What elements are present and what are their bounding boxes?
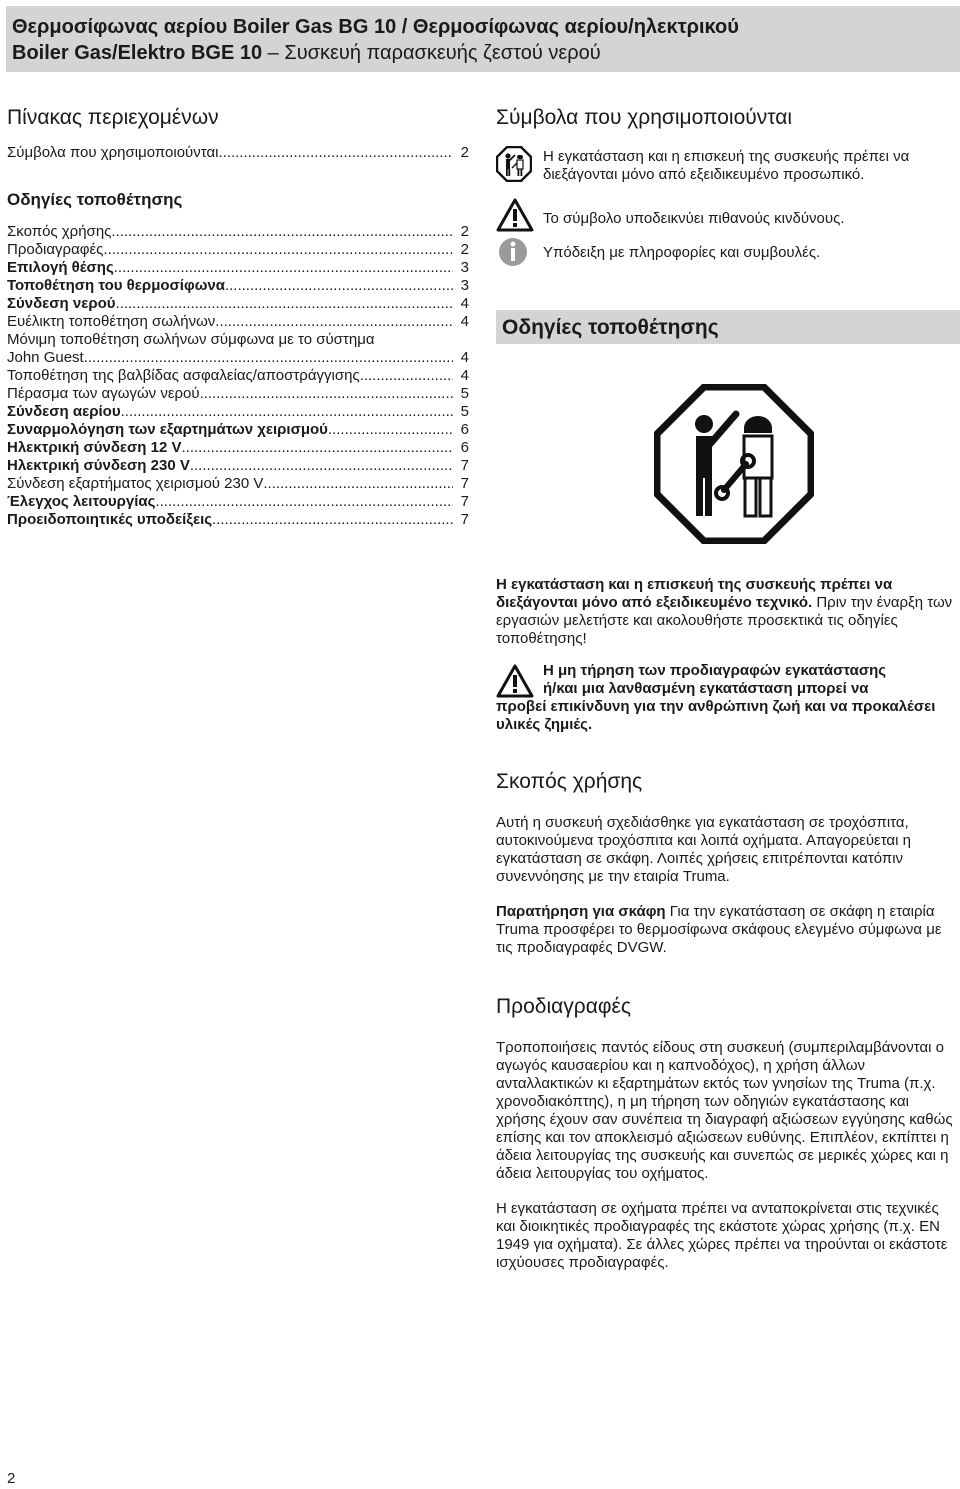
specs-paragraph-1: Τροποποιήσεις παντός είδους στη συσκευή (συμπεριλαμβάνονται ο αγωγός καυσαερίου και η καπνοδόχος), η χρήση άλλων ανταλλακτικών κι εξαρτημάτων εκτός των γνησίων της Truma (π.χ. χρονοδιακόπτης), η μη τήρηση των οδηγιών εγκατάστασης και χρήσης έχουν σαν συνέπεια τη διαγραφή αξιώσεων εγγύησης καθώς επίσης και τον αποκλεισμό αξιώσεων ευθύνης. Επιπλέον, εκπίπτει η άδεια λειτουργίας της συσκευής και συνεπώς σε μερικές χώρες και η άδεια λειτουργίας του οχήματος. <box>496 1039 953 1182</box>
toc-entry-text: Σύνδεση αερίου <box>7 403 121 420</box>
toc-entry[interactable] <box>7 403 469 421</box>
toc-list <box>7 367 477 529</box>
specs-paragraph-2: Η εγκατάσταση σε οχήματα πρέπει να ανταποκρίνεται στις τεχνικές και διοικητικές προδιαγραφές της εκάστοτε χώρας χρήσης (π.χ. EN 1949 για οχήματα). Σε άλλες χώρες πρέπει να τηρούνται οι εκάστοτε ισχύουσες προδιαγραφές. <box>496 1200 948 1271</box>
toc-entry[interactable] <box>7 313 469 331</box>
toc-entry-page: 6 <box>460 421 469 438</box>
purpose-title: Σκοπός χρήσης <box>496 770 643 793</box>
install-expert-paragraph <box>496 576 958 648</box>
symbol-info-row <box>496 234 960 270</box>
toc-entry[interactable] <box>7 439 469 457</box>
document-header <box>6 6 960 72</box>
toc-entry[interactable] <box>7 493 469 511</box>
install-warning-block <box>496 662 960 734</box>
toc-install-heading: Οδηγίες τοποθέτησης <box>7 190 183 209</box>
toc-entry-text: Ηλεκτρική σύνδεση 230 V <box>7 457 190 474</box>
toc-entry[interactable] <box>7 421 469 439</box>
header-subtitle: – Συσκευή παρασκευής ζεστού νερού <box>262 42 601 64</box>
install-warning-rest: προβεί επικίνδυνη για την ανθρώπινη ζωή και να προκαλέσει υλικές ζημιές. <box>496 698 936 733</box>
toc-entry[interactable] <box>7 295 469 313</box>
toc-entry[interactable] <box>7 367 469 385</box>
toc-entry[interactable] <box>7 511 469 529</box>
toc-entry-page: 4 <box>460 313 469 330</box>
toc-entry-text: John Guest <box>7 349 84 366</box>
purpose-boat-note-label: Παρατήρηση για σκάφη <box>496 903 666 920</box>
toc-entry-text: Σύνδεση νερού <box>7 295 116 312</box>
toc-entry-text: Σύμβολα που χρησιμοποιούνται <box>7 144 219 161</box>
toc-entry-page: 2 <box>460 144 469 161</box>
header-line-2 <box>12 40 948 66</box>
purpose-paragraph-2 <box>496 903 958 957</box>
toc-entry-text: Τοποθέτηση του θερμοσίφωνα <box>7 277 225 294</box>
toc-entry-page: 2 <box>460 223 469 240</box>
symbol-expert-text: Η εγκατάσταση και η επισκευή της συσκευής πρέπει να διεξάγονται μόνο από εξειδικευμένο προσωπικό. <box>543 148 910 183</box>
symbol-expert-row <box>496 146 960 184</box>
toc-entry[interactable] <box>7 475 469 493</box>
header-product-name: Boiler Gas/Elektro BGE 10 <box>12 42 263 64</box>
toc-entry[interactable] <box>7 331 469 349</box>
toc-entry-page: 7 <box>460 511 469 528</box>
toc-entry-page: 4 <box>460 349 469 366</box>
toc-entry-page: 7 <box>460 457 469 474</box>
toc-entry-page: 4 <box>460 295 469 312</box>
toc-entry-text: Προειδοποιητικές υποδείξεις <box>7 511 213 528</box>
toc-entry-page: 4 <box>460 367 469 384</box>
toc-entry-page: 7 <box>460 493 469 510</box>
install-warning-line-2: ή/και μια λανθασμένη εγκατάσταση μπορεί να <box>543 680 869 697</box>
toc-entry[interactable] <box>7 223 469 241</box>
toc-entry-text: Τοποθέτηση της βαλβίδας ασφαλείας/αποστράγγισης <box>7 367 360 384</box>
toc-entry-page: 3 <box>460 259 469 276</box>
install-section-bar: Οδηγίες τοποθέτησης <box>496 310 960 344</box>
toc-title: Πίνακας περιεχομένων <box>7 106 219 129</box>
page-number: 2 <box>7 1470 16 1487</box>
toc-entry-page: 2 <box>460 241 469 258</box>
toc-entry-text: Προδιαγραφές <box>7 241 104 258</box>
toc-entry[interactable] <box>7 349 469 367</box>
toc-list <box>7 223 477 331</box>
toc-entry-page: 6 <box>460 439 469 456</box>
toc-entry-page: 3 <box>460 277 469 294</box>
warning-triangle-icon <box>496 198 536 234</box>
toc-entry-text: Επιλογή θέσης <box>7 259 114 276</box>
symbol-info-text: Υπόδειξη με πληροφορίες και συμβουλές. <box>543 244 821 261</box>
symbol-danger-row <box>496 198 960 234</box>
toc-entry[interactable] <box>7 385 469 403</box>
symbol-danger-text: Το σύμβολο υποδεικνύει πιθανούς κινδύνους. <box>543 210 845 227</box>
install-expert-rest: Πριν την έναρξη των εργασιών μελετήστε και ακολουθήστε προσεκτικά τις οδηγίες τοποθέτησης! <box>496 594 953 647</box>
toc-entry[interactable] <box>7 457 469 475</box>
toc-entry-page: 5 <box>460 385 469 402</box>
info-icon <box>496 234 536 270</box>
expert-technician-icon <box>496 146 536 182</box>
toc-entry-text: Ηλεκτρική σύνδεση 12 V <box>7 439 182 456</box>
install-warning-line-1: Η μη τήρηση των προδιαγραφών εγκατάστασης <box>543 662 887 679</box>
toc-entry[interactable] <box>7 144 469 162</box>
toc-entry-text: Μόνιμη τοποθέτηση σωλήνων σύμφωνα με το σύστημα <box>7 331 375 348</box>
specs-title: Προδιαγραφές <box>496 995 631 1018</box>
purpose-boat-note-text: Για την εγκατάσταση σε σκάφη η εταιρία Truma προσφέρει το θερμοσίφωνα σκάφους ελεγμένο σύμφωνα με τις προδιαγραφές DVGW. <box>496 903 942 956</box>
toc-entry-text: Σύνδεση εξαρτήματος χειρισμού 230 V <box>7 475 264 492</box>
warning-triangle-icon <box>496 664 534 703</box>
toc-entry[interactable] <box>7 259 469 277</box>
toc-entry[interactable] <box>7 241 469 259</box>
toc-entry-text: Ευέλικτη τοποθέτηση σωλήνων <box>7 313 216 330</box>
toc-entry-page: 7 <box>460 475 469 492</box>
toc-entry[interactable] <box>7 277 469 295</box>
expert-octagon-illustration <box>654 384 814 544</box>
toc-entry-page: 5 <box>460 403 469 420</box>
toc-entry-text: Συναρμολόγηση των εξαρτημάτων χειρισμού <box>7 421 328 438</box>
symbols-title: Σύμβολα που χρησιμοποιούνται <box>496 106 793 129</box>
header-line-1: Θερμοσίφωνας αερίου Boiler Gas BG 10 / Θερμοσίφωνας αερίου/ηλεκτρικού <box>12 16 739 38</box>
toc-entry-text: Έλεγχος λειτουργίας <box>7 493 156 510</box>
install-expert-bold: Η εγκατάσταση και η επισκευή της συσκευής πρέπει να διεξάγονται μόνο από εξειδικευμένο τεχνικό. <box>496 576 893 611</box>
purpose-paragraph-1: Αυτή η συσκευή σχεδιάσθηκε για εγκατάσταση σε τροχόσπιτα, αυτοκινούμενα τροχόσπιτα και λοιπά οχήματα. Απαγορεύεται η εγκατάσταση σε σκάφη. Λοιπές χρήσεις επιτρέπονται κατόπιν συνεννόησης με την εταιρία Truma. <box>496 814 911 885</box>
toc-entry-text: Σκοπός χρήσης <box>7 223 112 240</box>
toc-entry-text: Πέρασμα των αγωγών νερού <box>7 385 200 402</box>
right-column <box>496 104 960 1272</box>
table-of-contents <box>7 104 477 529</box>
